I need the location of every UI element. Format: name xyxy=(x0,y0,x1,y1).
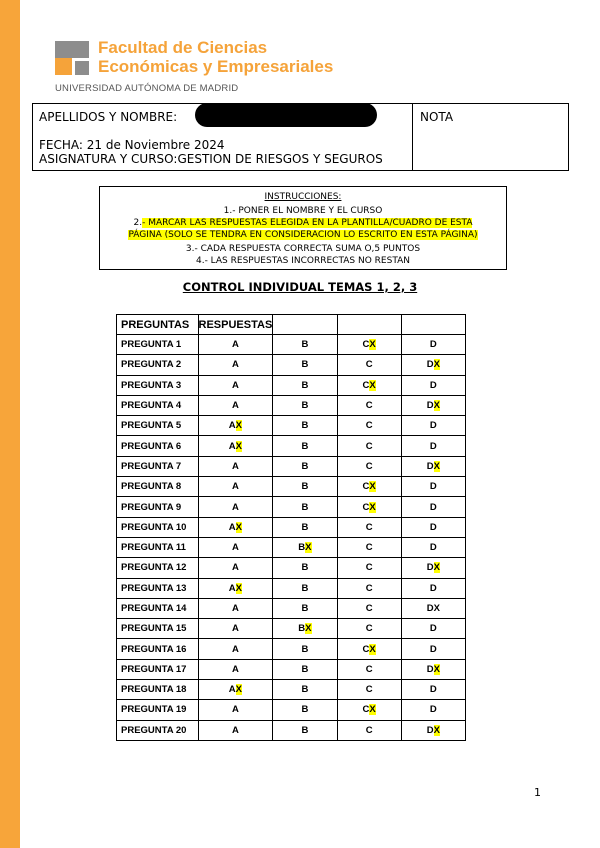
header-respuestas: RESPUESTAS xyxy=(198,315,273,335)
answer-mark: X xyxy=(235,684,243,696)
logo-title-line2: Económicas y Empresariales xyxy=(98,57,334,76)
answer-mark: X xyxy=(433,460,440,472)
grade-label: NOTA xyxy=(420,110,454,124)
answer-mark: X xyxy=(433,400,440,412)
answer-option-cell[interactable] xyxy=(337,680,401,700)
option-letter: C xyxy=(365,684,373,696)
answer-option-cell[interactable] xyxy=(198,416,273,436)
answer-option-cell[interactable] xyxy=(198,598,273,618)
header-empty-cell xyxy=(273,315,337,335)
question-label: PREGUNTA 3 xyxy=(117,375,199,395)
option-letter: A xyxy=(231,663,239,675)
answer-option-cell[interactable] xyxy=(337,598,401,618)
option-letter: A xyxy=(231,603,239,614)
option-letter: D xyxy=(429,704,437,716)
date-line: FECHA: 21 de Noviembre 2024 xyxy=(39,138,225,152)
option-letter: C xyxy=(362,501,370,513)
table-row xyxy=(117,700,466,720)
option-letter: C xyxy=(365,400,373,412)
answer-option-cell[interactable] xyxy=(273,639,337,659)
answer-option-cell[interactable] xyxy=(198,375,273,395)
answer-mark: X xyxy=(433,724,440,736)
option-letter: A xyxy=(228,440,236,452)
answer-option-cell[interactable] xyxy=(337,659,401,679)
option-letter: A xyxy=(231,359,239,371)
answer-option-cell[interactable] xyxy=(337,639,401,659)
option-letter: B xyxy=(301,663,309,675)
answer-option-cell[interactable] xyxy=(401,578,465,598)
logo-title-line1: Facultad de Ciencias xyxy=(98,38,268,57)
instructions-title: INSTRUCCIONES: xyxy=(264,192,342,202)
option-letter: A xyxy=(231,704,239,716)
answer-option-cell[interactable] xyxy=(337,395,401,415)
answer-option-cell[interactable] xyxy=(337,335,401,355)
option-letter: B xyxy=(301,440,309,452)
answer-option-cell[interactable] xyxy=(401,659,465,679)
answer-option-cell[interactable] xyxy=(337,436,401,456)
answer-option-cell[interactable] xyxy=(401,558,465,578)
instructions-box xyxy=(99,186,507,270)
answer-option-cell[interactable] xyxy=(401,497,465,517)
option-letter: B xyxy=(301,420,309,432)
instruction-2-text: - MARCAR LAS RESPUESTAS ELEGIDA EN LA PLANTILLA/CUADRO DE ESTA xyxy=(142,218,473,228)
answer-option-cell[interactable] xyxy=(273,416,337,436)
option-letter: A xyxy=(231,643,239,655)
answer-option-cell[interactable] xyxy=(401,395,465,415)
question-label: PREGUNTA 14 xyxy=(117,598,199,618)
option-letter: D xyxy=(429,379,437,391)
option-letter: B xyxy=(298,542,306,554)
option-letter: B xyxy=(301,724,309,736)
answer-option-cell[interactable] xyxy=(198,700,273,720)
option-letter: C xyxy=(365,359,373,371)
option-letter: B xyxy=(301,582,309,594)
option-letter: C xyxy=(365,542,373,554)
option-letter: D xyxy=(426,460,434,472)
answer-mark: X xyxy=(369,339,376,351)
option-letter: C xyxy=(365,460,373,472)
option-letter: C xyxy=(362,379,370,391)
option-letter: D xyxy=(429,623,437,635)
answer-option-cell[interactable] xyxy=(198,639,273,659)
table-row xyxy=(117,416,466,436)
answer-option-cell[interactable] xyxy=(273,537,337,557)
option-letter: D xyxy=(429,582,437,594)
table-row xyxy=(117,558,466,578)
option-letter: A xyxy=(231,460,239,472)
table-row xyxy=(117,619,466,639)
table-row xyxy=(117,598,466,618)
answer-mark: X xyxy=(433,603,440,614)
question-label: PREGUNTA 5 xyxy=(117,416,199,436)
option-letter: B xyxy=(301,603,309,614)
question-label: PREGUNTA 11 xyxy=(117,537,199,557)
option-letter: D xyxy=(429,420,437,432)
answer-mark: X xyxy=(235,420,243,432)
answer-option-cell[interactable] xyxy=(273,517,337,537)
answer-option-cell[interactable] xyxy=(198,456,273,476)
page-number: 1 xyxy=(534,786,541,799)
question-label: PREGUNTA 12 xyxy=(117,558,199,578)
answer-option-cell[interactable] xyxy=(198,395,273,415)
table-row xyxy=(117,720,466,740)
table-row xyxy=(117,639,466,659)
answer-option-cell[interactable] xyxy=(273,578,337,598)
question-label: PREGUNTA 15 xyxy=(117,619,199,639)
option-letter: B xyxy=(301,562,309,574)
option-letter: B xyxy=(301,704,309,716)
option-letter: D xyxy=(429,339,437,351)
answer-mark: X xyxy=(305,542,312,554)
option-letter: A xyxy=(231,339,239,351)
option-letter: A xyxy=(231,724,239,736)
option-letter: A xyxy=(231,379,239,391)
answer-option-cell[interactable] xyxy=(198,558,273,578)
answer-mark: X xyxy=(433,359,440,371)
question-label: PREGUNTA 6 xyxy=(117,436,199,456)
logo-university: UNIVERSIDAD AUTÓNOMA DE MADRID xyxy=(55,83,239,94)
option-letter: C xyxy=(365,582,373,594)
option-letter: C xyxy=(362,339,370,351)
faculty-logo xyxy=(55,38,355,98)
option-letter: A xyxy=(231,400,239,412)
left-accent-bar xyxy=(0,0,20,848)
option-letter: D xyxy=(426,562,434,574)
answer-option-cell[interactable] xyxy=(401,477,465,497)
answer-option-cell[interactable] xyxy=(273,497,337,517)
answer-option-cell[interactable] xyxy=(401,375,465,395)
answer-option-cell[interactable] xyxy=(273,335,337,355)
answer-option-cell[interactable] xyxy=(337,558,401,578)
answer-option-cell[interactable] xyxy=(198,477,273,497)
instruction-1: 1.- PONER EL NOMBRE Y EL CURSO xyxy=(223,206,383,216)
answer-option-cell[interactable] xyxy=(198,720,273,740)
option-letter: A xyxy=(228,684,236,696)
answer-option-cell[interactable] xyxy=(273,436,337,456)
table-row xyxy=(117,375,466,395)
header-empty-cell xyxy=(401,315,465,335)
option-letter: C xyxy=(365,521,373,533)
question-label: PREGUNTA 13 xyxy=(117,578,199,598)
answer-option-cell[interactable] xyxy=(337,537,401,557)
answer-mark: X xyxy=(369,704,376,716)
question-label: PREGUNTA 7 xyxy=(117,456,199,476)
table-row xyxy=(117,517,466,537)
option-letter: C xyxy=(365,562,373,574)
header-preguntas: PREGUNTAS xyxy=(117,315,199,335)
logo-mark-icon xyxy=(55,41,89,75)
question-label: PREGUNTA 1 xyxy=(117,335,199,355)
answer-option-cell[interactable] xyxy=(198,436,273,456)
table-row xyxy=(117,355,466,375)
answer-option-cell[interactable] xyxy=(198,680,273,700)
answer-option-cell[interactable] xyxy=(337,720,401,740)
option-letter: D xyxy=(429,481,437,493)
option-letter: C xyxy=(362,704,370,716)
redacted-name xyxy=(195,103,377,127)
answer-option-cell[interactable] xyxy=(337,355,401,375)
instruction-2-text-cont: PÁGINA (SOLO SE TENDRA EN CONSIDERACION LO ESCRITO EN ESTA PÁGINA) xyxy=(128,230,478,240)
table-row xyxy=(117,395,466,415)
option-letter: B xyxy=(301,379,309,391)
option-letter: B xyxy=(301,359,309,371)
question-label: PREGUNTA 4 xyxy=(117,395,199,415)
answer-option-cell[interactable] xyxy=(198,619,273,639)
answer-option-cell[interactable] xyxy=(401,436,465,456)
table-row xyxy=(117,477,466,497)
answer-mark: X xyxy=(369,481,376,493)
option-letter: C xyxy=(362,643,370,655)
answer-option-cell[interactable] xyxy=(401,456,465,476)
instruction-2-number: 2. xyxy=(133,218,143,228)
instruction-2-cont xyxy=(100,230,506,240)
answer-mark: X xyxy=(433,562,440,574)
answer-option-cell[interactable] xyxy=(401,700,465,720)
instruction-2 xyxy=(100,218,506,228)
answer-option-cell[interactable] xyxy=(337,619,401,639)
answer-option-cell[interactable] xyxy=(273,700,337,720)
option-letter: D xyxy=(429,440,437,452)
option-letter: C xyxy=(365,663,373,675)
answer-mark: X xyxy=(235,521,243,533)
answer-option-cell[interactable] xyxy=(273,598,337,618)
option-letter: C xyxy=(365,440,373,452)
option-letter: B xyxy=(301,339,309,351)
question-label: PREGUNTA 17 xyxy=(117,659,199,679)
option-letter: C xyxy=(365,623,373,635)
header-empty-cell xyxy=(337,315,401,335)
table-row xyxy=(117,578,466,598)
question-label: PREGUNTA 20 xyxy=(117,720,199,740)
table-row xyxy=(117,497,466,517)
table-header-row xyxy=(117,315,466,335)
option-letter: D xyxy=(429,542,437,554)
option-letter: A xyxy=(228,420,236,432)
name-label: APELLIDOS Y NOMBRE: xyxy=(39,110,178,124)
answer-mark: X xyxy=(369,501,376,513)
option-letter: D xyxy=(426,663,434,675)
answer-option-cell[interactable] xyxy=(401,639,465,659)
option-letter: A xyxy=(228,582,236,594)
answer-option-cell[interactable] xyxy=(198,659,273,679)
answer-option-cell[interactable] xyxy=(198,537,273,557)
option-letter: D xyxy=(426,724,434,736)
answer-option-cell[interactable] xyxy=(198,578,273,598)
answer-option-cell[interactable] xyxy=(273,720,337,740)
answer-option-cell[interactable] xyxy=(337,517,401,537)
question-label: PREGUNTA 2 xyxy=(117,355,199,375)
question-label: PREGUNTA 16 xyxy=(117,639,199,659)
answer-option-cell[interactable] xyxy=(273,659,337,679)
answer-mark: X xyxy=(235,440,243,452)
answer-option-cell[interactable] xyxy=(273,558,337,578)
answer-mark: X xyxy=(369,643,376,655)
answer-option-cell[interactable] xyxy=(337,700,401,720)
answer-sheet-table xyxy=(116,314,466,741)
option-letter: A xyxy=(231,481,239,493)
option-letter: D xyxy=(429,501,437,513)
answer-option-cell[interactable] xyxy=(273,395,337,415)
answer-option-cell[interactable] xyxy=(273,375,337,395)
answer-mark: X xyxy=(433,663,440,675)
table-row xyxy=(117,436,466,456)
answer-option-cell[interactable] xyxy=(337,477,401,497)
option-letter: B xyxy=(301,684,309,696)
answer-mark: X xyxy=(235,582,243,594)
answer-option-cell[interactable] xyxy=(401,517,465,537)
answer-option-cell[interactable] xyxy=(401,598,465,618)
table-row xyxy=(117,335,466,355)
question-label: PREGUNTA 8 xyxy=(117,477,199,497)
answer-option-cell[interactable] xyxy=(337,375,401,395)
option-letter: D xyxy=(426,359,434,371)
answer-option-cell[interactable] xyxy=(401,537,465,557)
question-label: PREGUNTA 10 xyxy=(117,517,199,537)
option-letter: B xyxy=(301,521,309,533)
option-letter: A xyxy=(231,562,239,574)
option-letter: C xyxy=(365,420,373,432)
answer-option-cell[interactable] xyxy=(273,680,337,700)
option-letter: D xyxy=(429,643,437,655)
table-row xyxy=(117,456,466,476)
option-letter: D xyxy=(429,521,437,533)
option-letter: D xyxy=(426,400,434,412)
answer-mark: X xyxy=(305,623,312,635)
instruction-3: 3.- CADA RESPUESTA CORRECTA SUMA O,5 PUNTOS xyxy=(185,244,421,254)
answer-option-cell[interactable] xyxy=(198,497,273,517)
answer-option-cell[interactable] xyxy=(198,355,273,375)
answer-option-cell[interactable] xyxy=(273,355,337,375)
option-letter: A xyxy=(228,521,236,533)
control-title: CONTROL INDIVIDUAL TEMAS 1, 2, 3 xyxy=(182,280,418,294)
option-letter: D xyxy=(429,684,437,696)
option-letter: A xyxy=(231,501,239,513)
answer-option-cell[interactable] xyxy=(401,720,465,740)
option-letter: B xyxy=(301,643,309,655)
option-letter: B xyxy=(301,460,309,472)
answer-option-cell[interactable] xyxy=(337,497,401,517)
answer-option-cell[interactable] xyxy=(401,416,465,436)
answer-option-cell[interactable] xyxy=(401,619,465,639)
answer-option-cell[interactable] xyxy=(273,456,337,476)
answer-mark: X xyxy=(369,379,376,391)
answer-option-cell[interactable] xyxy=(273,477,337,497)
answer-option-cell[interactable] xyxy=(337,456,401,476)
answer-option-cell[interactable] xyxy=(401,355,465,375)
answer-option-cell[interactable] xyxy=(198,517,273,537)
question-label: PREGUNTA 18 xyxy=(117,680,199,700)
table-row xyxy=(117,680,466,700)
answer-option-cell[interactable] xyxy=(273,619,337,639)
subject-line: ASIGNATURA Y CURSO:GESTION DE RIESGOS Y SEGUROS xyxy=(39,152,383,166)
table-row xyxy=(117,659,466,679)
question-label: PREGUNTA 19 xyxy=(117,700,199,720)
table-row xyxy=(117,537,466,557)
option-letter: B xyxy=(301,481,309,493)
answer-option-cell[interactable] xyxy=(198,335,273,355)
instruction-4: 4.- LAS RESPUESTAS INCORRECTAS NO RESTAN xyxy=(195,256,411,266)
question-label: PREGUNTA 9 xyxy=(117,497,199,517)
option-letter: B xyxy=(298,623,306,635)
answer-option-cell[interactable] xyxy=(401,335,465,355)
option-letter: D xyxy=(426,603,434,614)
option-letter: C xyxy=(365,724,373,736)
option-letter: A xyxy=(231,542,239,554)
option-letter: A xyxy=(231,623,239,635)
answer-option-cell[interactable] xyxy=(337,416,401,436)
answer-option-cell[interactable] xyxy=(401,680,465,700)
answer-option-cell[interactable] xyxy=(337,578,401,598)
option-letter: C xyxy=(365,603,373,614)
option-letter: B xyxy=(301,400,309,412)
option-letter: B xyxy=(301,501,309,513)
option-letter: C xyxy=(362,481,370,493)
